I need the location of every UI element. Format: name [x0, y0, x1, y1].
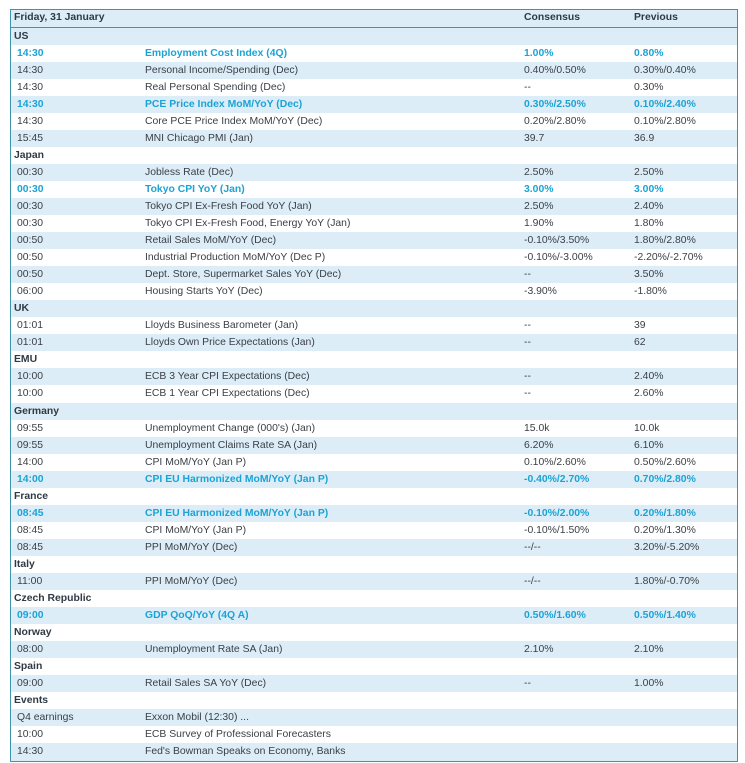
previous-heading: Previous	[634, 12, 678, 23]
event-name: Core PCE Price Index MoM/YoY (Dec)	[145, 115, 323, 127]
previous-value: 2.40%	[634, 371, 664, 383]
previous-value: 6.10%	[634, 439, 664, 451]
event-time: 01:01	[17, 337, 44, 349]
event-time: 00:50	[17, 252, 44, 264]
section-label: France	[14, 490, 49, 502]
event-time: 10:00	[17, 729, 44, 741]
previous-value: 0.50%/2.60%	[634, 456, 696, 468]
event-time: 14:30	[17, 47, 44, 59]
previous-value: 1.80%/-0.70%	[634, 576, 700, 587]
table-row	[11, 215, 737, 232]
event-time: 00:30	[17, 218, 44, 230]
consensus-value: 15.0k	[524, 422, 550, 434]
event-time: 14:30	[17, 81, 44, 93]
event-time: 09:55	[17, 439, 44, 451]
table-row-highlighted	[11, 471, 737, 488]
table-row	[11, 334, 737, 351]
previous-value: 36.9	[634, 132, 655, 144]
table-row	[11, 62, 737, 79]
previous-value: 0.30%	[634, 81, 664, 93]
previous-value: 0.10%/2.80%	[634, 115, 696, 127]
consensus-value: --	[524, 320, 531, 332]
section-label: Japan	[14, 149, 45, 161]
event-name: CPI MoM/YoY (Jan P)	[145, 456, 247, 468]
section-label: Norway	[14, 627, 52, 639]
consensus-value: -0.10%/1.50%	[524, 524, 590, 536]
consensus-value: -0.40%/2.70%	[524, 473, 590, 485]
event-time: 00:30	[17, 166, 44, 178]
event-time: 09:55	[17, 422, 44, 434]
event-name: Exxon Mobil (12:30) ...	[145, 712, 249, 724]
consensus-value: 1.90%	[524, 218, 554, 230]
consensus-value: 0.50%/1.60%	[524, 610, 586, 622]
consensus-value: 0.10%/2.60%	[524, 456, 586, 468]
table-row	[11, 726, 737, 743]
event-time: 14:30	[17, 746, 44, 758]
previous-value: -1.80%	[634, 286, 667, 298]
event-name: PPI MoM/YoY (Dec)	[145, 576, 238, 587]
event-time: 09:00	[17, 610, 44, 622]
event-name: Tokyo CPI Ex-Fresh Food YoY (Jan)	[145, 200, 312, 212]
event-time: 08:00	[17, 644, 44, 656]
section-header	[11, 28, 737, 45]
event-name: Fed's Bowman Speaks on Economy, Banks	[145, 746, 346, 758]
previous-value: 2.10%	[634, 644, 664, 656]
previous-value: 1.80%	[634, 218, 664, 230]
previous-value: 0.10%/2.40%	[634, 98, 696, 110]
event-name: Jobless Rate (Dec)	[145, 166, 234, 178]
event-time: 08:45	[17, 541, 44, 553]
table-row	[11, 675, 737, 692]
consensus-value: -3.90%	[524, 286, 557, 298]
consensus-value: 6.20%	[524, 439, 554, 451]
table-row	[11, 283, 737, 300]
section-header	[11, 488, 737, 505]
table-row-highlighted	[11, 181, 737, 198]
consensus-value: --	[524, 81, 531, 93]
event-time: 08:45	[17, 524, 44, 536]
previous-value: 2.40%	[634, 200, 664, 212]
consensus-value: 1.00%	[524, 47, 554, 59]
event-time: Q4 earnings	[17, 712, 74, 724]
consensus-value: 3.00%	[524, 183, 554, 195]
previous-value: 39	[634, 320, 646, 332]
table-row	[11, 317, 737, 334]
event-time: 10:00	[17, 388, 44, 400]
table-row	[11, 266, 737, 283]
consensus-value: --	[524, 388, 531, 400]
consensus-value: 39.7	[524, 132, 545, 144]
event-time: 01:01	[17, 320, 44, 332]
event-time: 14:00	[17, 473, 44, 485]
event-name: Retail Sales MoM/YoY (Dec)	[145, 235, 277, 247]
consensus-value: --	[524, 269, 531, 281]
event-name: PPI MoM/YoY (Dec)	[145, 541, 238, 553]
table-row	[11, 249, 737, 266]
previous-value: 0.50%/1.40%	[634, 610, 696, 622]
event-name: Real Personal Spending (Dec)	[145, 81, 286, 93]
consensus-value: --	[524, 371, 531, 383]
date-heading: Friday, 31 January	[14, 12, 105, 23]
event-name: Lloyds Own Price Expectations (Jan)	[145, 337, 315, 349]
event-time: 10:00	[17, 371, 44, 383]
event-name: Personal Income/Spending (Dec)	[145, 64, 299, 76]
event-time: 14:00	[17, 456, 44, 468]
table-row	[11, 641, 737, 658]
event-time: 14:30	[17, 98, 44, 110]
section-label: US	[14, 30, 29, 42]
table-row	[11, 420, 737, 437]
consensus-value: --	[524, 678, 531, 690]
consensus-value: 0.30%/2.50%	[524, 98, 586, 110]
event-name: ECB 3 Year CPI Expectations (Dec)	[145, 371, 310, 383]
event-time: 08:45	[17, 507, 44, 519]
consensus-value: --	[524, 337, 531, 349]
section-label: EMU	[14, 354, 38, 366]
event-name: ECB Survey of Professional Forecasters	[145, 729, 331, 741]
table-row-highlighted	[11, 505, 737, 522]
consensus-value: 0.40%/0.50%	[524, 64, 586, 76]
previous-value: 0.20%/1.30%	[634, 524, 696, 536]
table-row	[11, 79, 737, 96]
table-row	[11, 437, 737, 454]
section-header	[11, 351, 737, 368]
event-time: 09:00	[17, 678, 44, 690]
event-time: 00:50	[17, 235, 44, 247]
event-name: Retail Sales SA YoY (Dec)	[145, 678, 267, 690]
consensus-heading: Consensus	[524, 12, 581, 23]
previous-value: 0.80%	[634, 47, 664, 59]
event-time: 15:45	[17, 132, 44, 144]
table-row	[11, 130, 737, 147]
section-header	[11, 147, 737, 164]
section-header	[11, 300, 737, 317]
event-name: GDP QoQ/YoY (4Q A)	[145, 610, 249, 622]
previous-value: 10.0k	[634, 422, 660, 434]
table-row	[11, 232, 737, 249]
section-label: Czech Republic	[14, 593, 92, 605]
table-row	[11, 573, 737, 590]
previous-value: 3.20%/-5.20%	[634, 541, 700, 553]
event-name: Industrial Production MoM/YoY (Dec P)	[145, 252, 326, 264]
previous-value: 2.50%	[634, 166, 664, 178]
previous-value: 1.80%/2.80%	[634, 235, 696, 247]
previous-value: 0.70%/2.80%	[634, 473, 696, 485]
event-name: Dept. Store, Supermarket Sales YoY (Dec)	[145, 269, 342, 281]
section-header	[11, 403, 737, 420]
section-header	[11, 692, 737, 709]
table-row	[11, 743, 737, 760]
table-row	[11, 198, 737, 215]
event-name: Lloyds Business Barometer (Jan)	[145, 320, 299, 332]
table-row	[11, 539, 737, 556]
event-time: 14:30	[17, 115, 44, 127]
event-time: 14:30	[17, 64, 44, 76]
event-time: 11:00	[17, 576, 43, 587]
event-name: Tokyo CPI YoY (Jan)	[145, 183, 245, 195]
table-row-highlighted	[11, 96, 737, 113]
table-row	[11, 709, 737, 726]
event-time: 00:30	[17, 183, 44, 195]
previous-value: 0.30%/0.40%	[634, 64, 696, 76]
event-name: CPI EU Harmonized MoM/YoY (Jan P)	[145, 473, 329, 485]
consensus-value: -0.10%/-3.00%	[524, 252, 593, 264]
previous-value: 1.00%	[634, 678, 664, 690]
section-header	[11, 624, 737, 641]
previous-value: 3.50%	[634, 269, 664, 281]
section-label: Germany	[14, 405, 60, 417]
previous-value: 2.60%	[634, 388, 664, 400]
table-header	[11, 10, 737, 28]
section-header	[11, 590, 737, 607]
event-name: Unemployment Claims Rate SA (Jan)	[145, 439, 318, 451]
economic-calendar-table	[10, 9, 738, 762]
event-time: 06:00	[17, 286, 44, 298]
consensus-value: 0.20%/2.80%	[524, 115, 586, 127]
consensus-value: -0.10%/2.00%	[524, 507, 590, 519]
event-name: Employment Cost Index (4Q)	[145, 47, 288, 59]
consensus-value: --/--	[524, 576, 541, 587]
table-row	[11, 368, 737, 385]
section-label: Spain	[14, 661, 43, 673]
table-row	[11, 385, 737, 402]
event-name: PCE Price Index MoM/YoY (Dec)	[145, 98, 303, 110]
event-time: 00:30	[17, 200, 44, 212]
previous-value: 62	[634, 337, 646, 349]
event-name: Unemployment Rate SA (Jan)	[145, 644, 283, 656]
event-time: 00:50	[17, 269, 44, 281]
event-name: Unemployment Change (000's) (Jan)	[145, 422, 316, 434]
table-row	[11, 113, 737, 130]
event-name: ECB 1 Year CPI Expectations (Dec)	[145, 388, 310, 400]
previous-value: 0.20%/1.80%	[634, 507, 696, 519]
consensus-value: -0.10%/3.50%	[524, 235, 590, 247]
event-name: CPI MoM/YoY (Jan P)	[145, 524, 247, 536]
table-row-highlighted	[11, 607, 737, 624]
consensus-value: 2.10%	[524, 644, 554, 656]
consensus-value: 2.50%	[524, 166, 554, 178]
section-label: UK	[14, 303, 30, 315]
event-name: Housing Starts YoY (Dec)	[145, 286, 263, 298]
event-name: MNI Chicago PMI (Jan)	[145, 132, 253, 144]
table-row	[11, 454, 737, 471]
section-header	[11, 556, 737, 573]
event-name: Tokyo CPI Ex-Fresh Food, Energy YoY (Jan)	[145, 218, 351, 230]
consensus-value: 2.50%	[524, 200, 554, 212]
section-header	[11, 658, 737, 675]
event-name: CPI EU Harmonized MoM/YoY (Jan P)	[145, 507, 329, 519]
previous-value: -2.20%/-2.70%	[634, 252, 703, 264]
section-label: Events	[14, 695, 49, 707]
section-label: Italy	[14, 558, 35, 570]
table-row	[11, 164, 737, 181]
previous-value: 3.00%	[634, 183, 664, 195]
consensus-value: --/--	[524, 541, 541, 553]
table-row	[11, 522, 737, 539]
table-row-highlighted	[11, 45, 737, 62]
